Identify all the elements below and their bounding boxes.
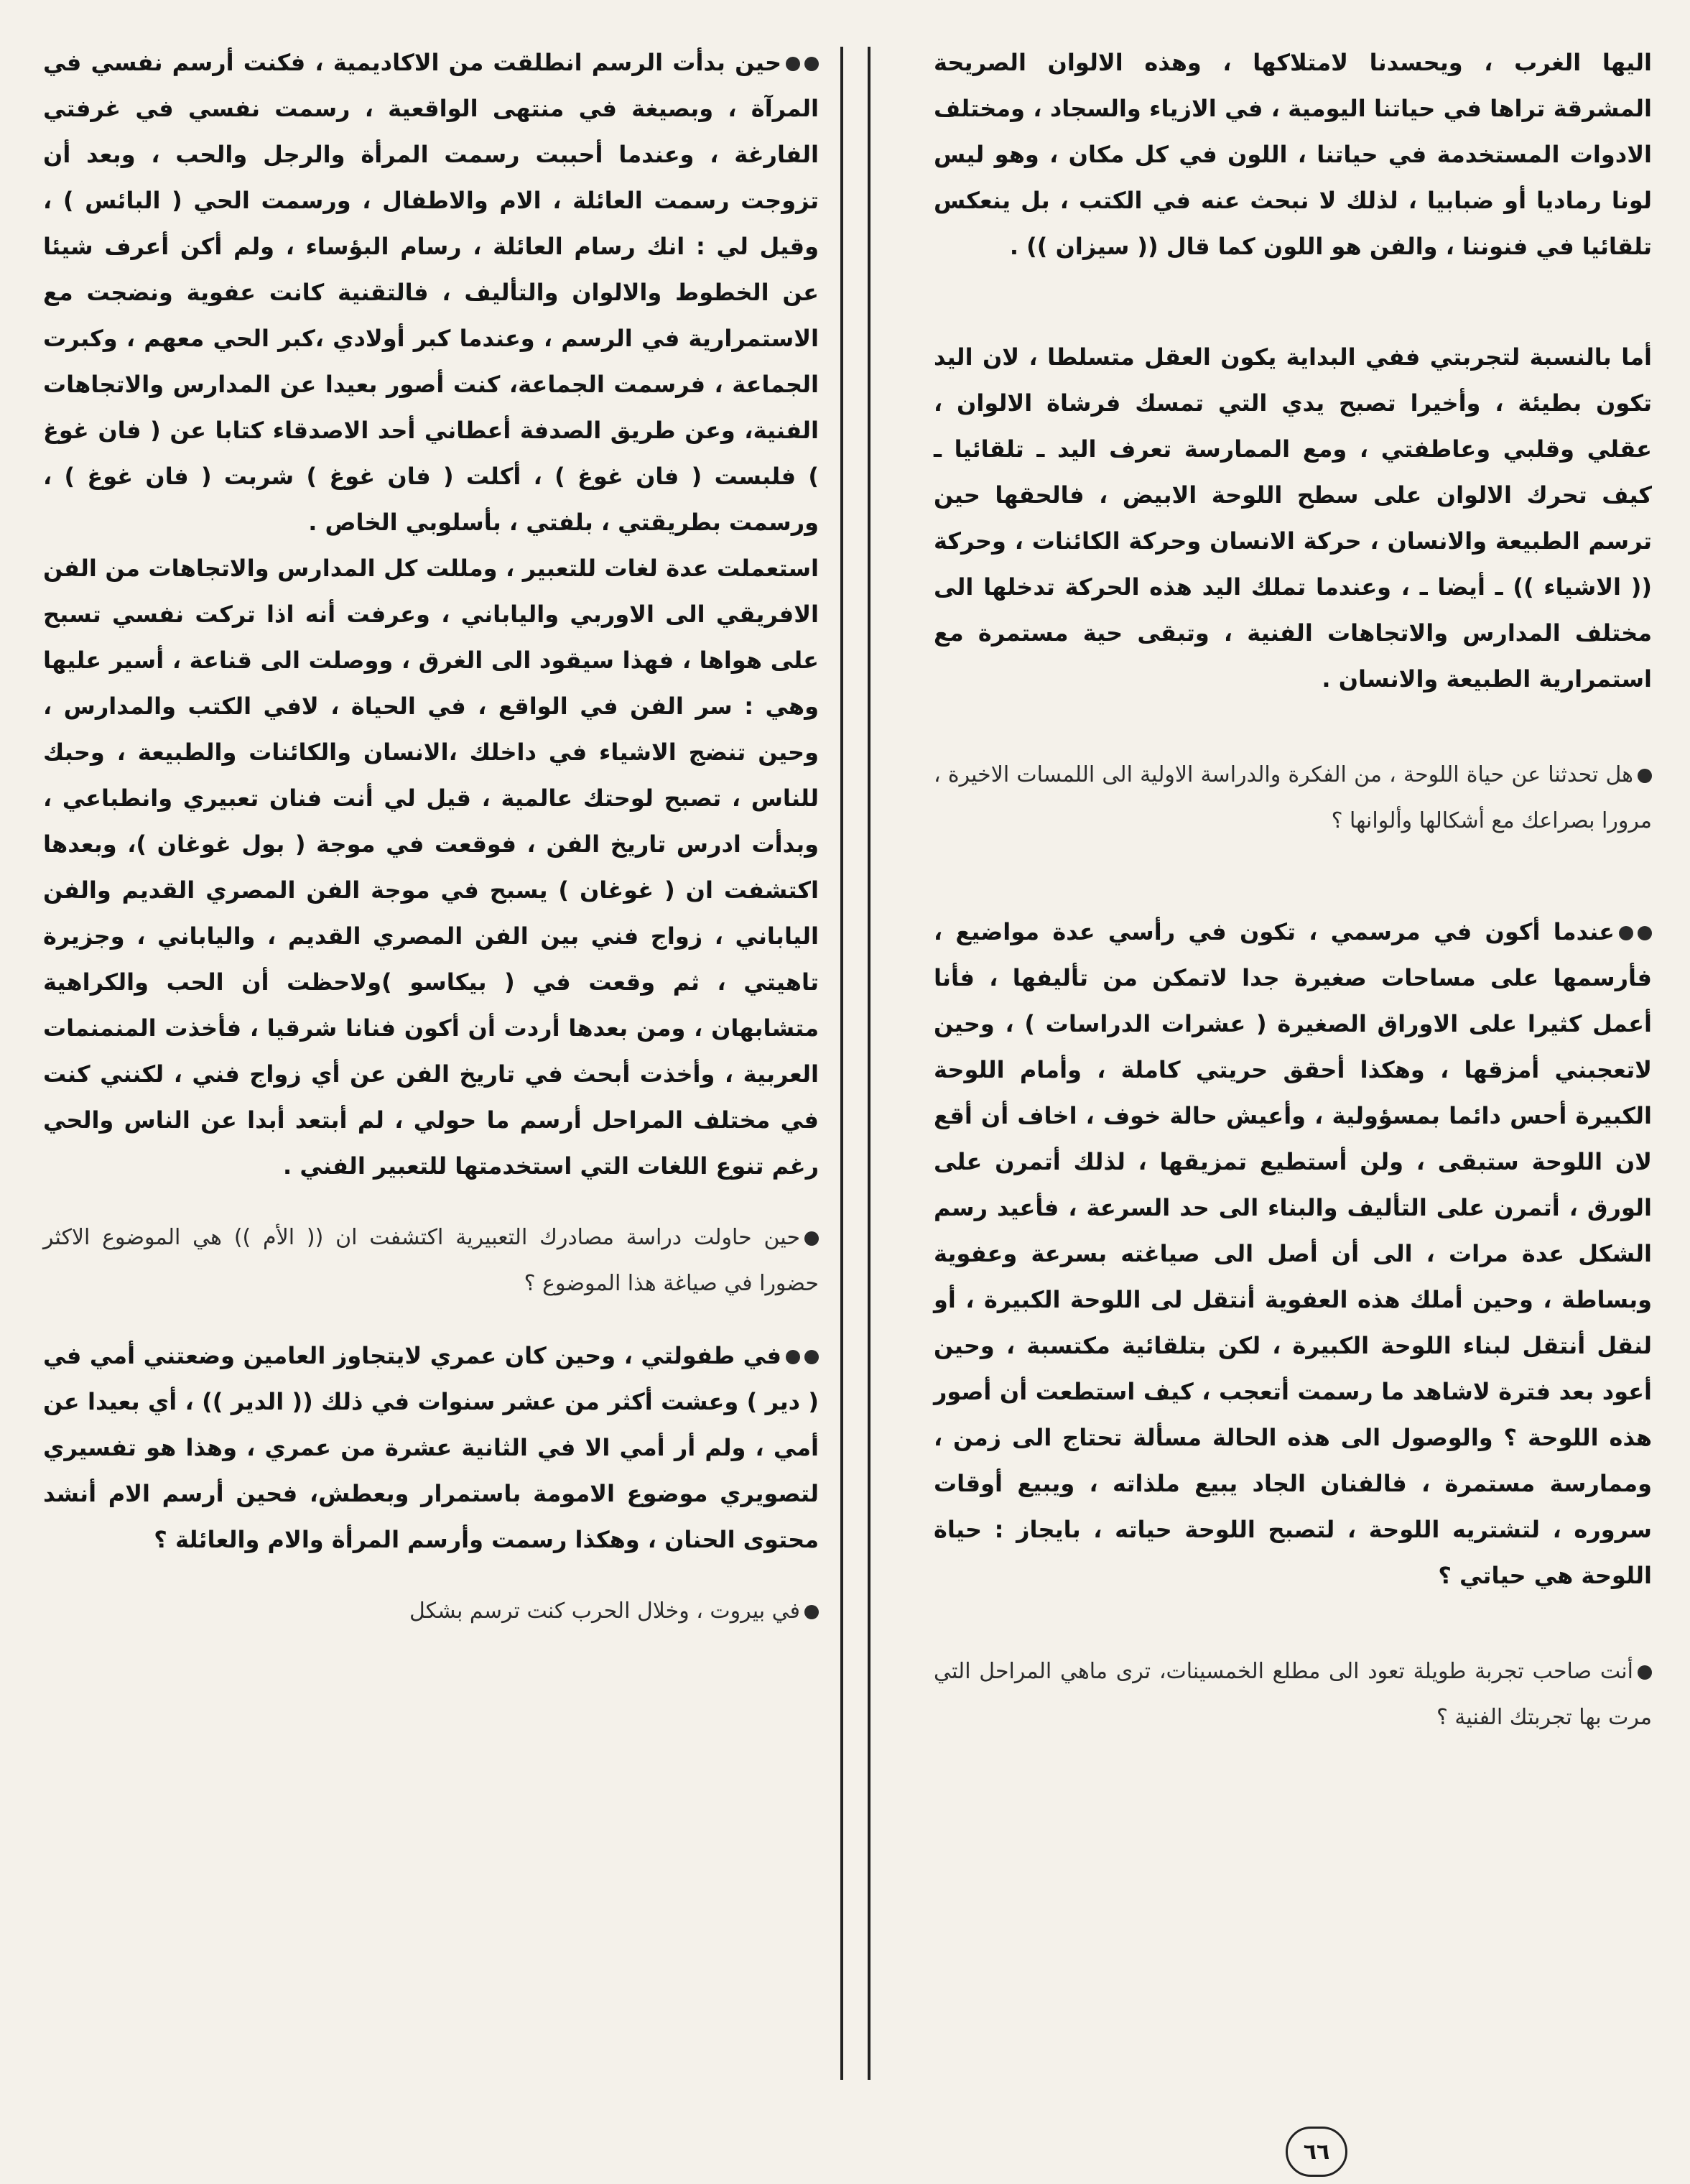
left-answer-2	[43, 1333, 819, 1563]
double-bullet-icon	[786, 1350, 800, 1364]
double-bullet-icon	[1638, 926, 1652, 940]
double-bullet-icon	[1619, 926, 1633, 940]
bullet-icon	[1638, 1665, 1652, 1680]
bullet-icon	[804, 1231, 819, 1246]
left-answer-2-text: في طفولتي ، وحين كان عمري لايتجاوز العامين وضعتني أمي في ( دير ) وعشت أكثر من عشر سنوات في ذلك (( الدير )) ، أي بعيدا عن أمي ، ولم أر أمي الا في الثانية عشرة من عمري ، وهذا هو تفسيري لتصويري موضوع الامومة باستمرار وبعطش، فحين أرسم الام أنشد محتوى الحنان ، وهكذا رسمت وأرسم المرأة والام والعائلة ؟	[43, 1342, 819, 1553]
left-question-1-text: حين حاولت دراسة مصادرك التعبيرية اكتشفت ان (( الأم )) هي الموضوع الاكثر حضورا في صياغة هذا الموضوع ؟	[43, 1225, 819, 1296]
right-answer-1	[934, 909, 1652, 1598]
right-question-1-text: هل تحدثنا عن حياة اللوحة ، من الفكرة والدراسة الاولية الى اللمسات الاخيرة ، مرورا بصراعك مع أشكالها وألوانها ؟	[934, 762, 1652, 833]
right-paragraph-1: اليها الغرب ، ويحسدنا لامتلاكها ، وهذه الالوان الصريحة المشرقة تراها في حياتنا اليومية ، في الازياء والسجاد ، ومختلف الادوات المستخدمة في حياتنا ، اللون في كل مكان ، وهو ليس لونا رماديا أو ضبابيا ، لذلك لا نبحث عنه في الكتب ، بل ينعكس تلقائيا في فنوننا ، والفن هو اللون كما قال (( سيزان )) .	[934, 49, 1652, 260]
left-answer-1	[43, 40, 819, 545]
right-question-1	[934, 752, 1652, 844]
double-bullet-icon	[804, 1350, 819, 1364]
double-bullet-icon	[786, 57, 800, 71]
right-column	[934, 40, 1652, 1741]
left-column	[43, 40, 819, 1634]
left-answer-1-text: حين بدأت الرسم انطلقت من الاكاديمية ، فكنت أرسم نفسي في المرآة ، وبصيغة في منتهى الواقعية ، رسمت نفسي في غرفتي الفارغة ، وعندما أحببت رسمت المرأة والرجل والحب ، وبعد أن تزوجت رسمت العائلة ، الام والاطفال ، ورسمت الحي ( البائس ) ، وقيل لي : انك رسام العائلة ، رسام البؤساء ، ولم أكن أعرف شيئا عن الخطوط والالوان والتأليف ، فالتقنية كانت عفوية ونضجت مع الاستمرارية في الرسم ، وعندما كبر أولادي ،كبر الحي معهم ، وكبرت الجماعة ، فرسمت الجماعة، كنت أصور بعيدا عن المدارس والاتجاهات الفنية، وعن طريق الصدفة أعطاني أحد الاصدقاء كتابا عن ( فان غوغ ) فلبست ( فان غوغ ) ، أكلت ( فان غوغ ) شربت ( فان غوغ ) ، ورسمت بطريقتي ، بلفتي ، بأسلوبي الخاص .	[43, 49, 819, 536]
left-paragraph-2: استعملت عدة لغات للتعبير ، ومللت كل المدارس والاتجاهات من الفن الافريقي الى الاوربي والياباني ، وعرفت أنه اذا تركت نفسي تسبح على هواها ، فهذا سيقود الى الغرق ، ووصلت الى قناعة ، أسير عليها وهي : سر الفن في الواقع ، في الحياة ، لافي الكتب والمدارس ، وحين تنضج الاشياء في داخلك ،الانسان والكائنات والطبيعة ، وحبك للناس ، تصبح لوحتك عالمية ، قيل لي أنت فنان تعبيري وانطباعي ، وبدأت ادرس تاريخ الفن ، فوقعت في موجة ( بول غوغان )، وبعدها اكتشفت ان ( غوغان ) يسبح في موجة الفن المصري القديم والفن الياباني ، زواج فني بين الفن المصري القديم ، والياباني ، وجزيرة تاهيتي ، ثم وقعت في ( بيكاسو )ولاحظت أن الحب والكراهية متشابهان ، ومن بعدها أردت أن أكون فنانا شرقيا ، فأخذت المنمنمات العربية ، وأخذت أبحث في تاريخ الفن عن أي زواج فني ، لكنني كنت في مختلف المراحل أرسم ما حولي ، لم أبتعد أبدا عن الناس والحي رغم تنوع اللغات التي استخدمتها للتعبير الفني .	[43, 555, 819, 1180]
left-question-2	[43, 1588, 819, 1634]
right-paragraph-2: أما بالنسبة لتجربتي ففي البداية يكون العقل متسلطا ، لان اليد تكون بطيئة ، وأخيرا تصبح يدي التي تمسك فرشاة الالوان ، عقلي وقلبي وعاطفتي ، ومع الممارسة تعرف اليد ـ تلقائيا ـ كيف تحرك الالوان على سطح اللوحة الابيض ، فالحقها حين ترسم الطبيعة والانسان ، حركة الانسان وحركة الكائنات ، وحركة (( الاشياء )) ـ أيضا ـ ، وعندما تملك اليد هذه الحركة تدخلها الى مختلف المدارس والاتجاهات الفنية ، وتبقى حية مستمرة مع استمرارية الطبيعة والانسان .	[934, 343, 1652, 693]
left-question-2-text: في بيروت ، وخلال الحرب كنت ترسم بشكل	[409, 1598, 800, 1624]
column-divider	[840, 47, 870, 2080]
double-bullet-icon	[804, 57, 819, 71]
right-question-2	[934, 1649, 1652, 1741]
page-number: ٦٦	[1286, 2127, 1347, 2177]
bullet-icon	[804, 1605, 819, 1619]
right-answer-1-text: عندما أكون في مرسمي ، تكون في رأسي عدة مواضيع ، فأرسمها على مساحات صغيرة جدا لاتمكن من تأليفها ، فأنا أعمل كثيرا على الاوراق الصغيرة ( عشرات الدراسات ) ، وحين لاتعجبني أمزقها ، وهكذا أحقق حريتي كاملة ، وأمام اللوحة الكبيرة أحس دائما بمسؤولية ، وأعيش حالة خوف ، اخاف أن أقع لان اللوحة ستبقى ، ولن أستطيع تمزيقها ، لذلك أتمرن على الورق ، أتمرن على التأليف والبناء الى حد السرعة ، فأعيد رسم الشكل عدة مرات ، الى أن أصل الى صياغته بسرعة وعفوية وبساطة ، وحين أملك هذه العفوية أنتقل لى اللوحة الكبيرة ، أو لنقل أنتقل لبناء اللوحة الكبيرة ، لكن بتلقائية مكتسبة ، وحين أعود بعد فترة لاشاهد ما رسمت أتعجب ، كيف استطعت أن أصور هذه اللوحة ؟ والوصول الى هذه الحالة مسألة تحتاج الى زمن ، وممارسة مستمرة ، فالفنان الجاد يبيع ملذاته ، ويبيع أوقات سروره ، لتشتريه اللوحة ، لتصبح اللوحة حياته ، بايجاز : حياة اللوحة هي حياتي ؟	[934, 918, 1652, 1589]
right-question-2-text: أنت صاحب تجربة طويلة تعود الى مطلع الخمسينات، ترى ماهي المراحل التي مرت بها تجربتك الفنية ؟	[934, 1659, 1652, 1730]
bullet-icon	[1638, 769, 1652, 783]
left-question-1	[43, 1215, 819, 1307]
